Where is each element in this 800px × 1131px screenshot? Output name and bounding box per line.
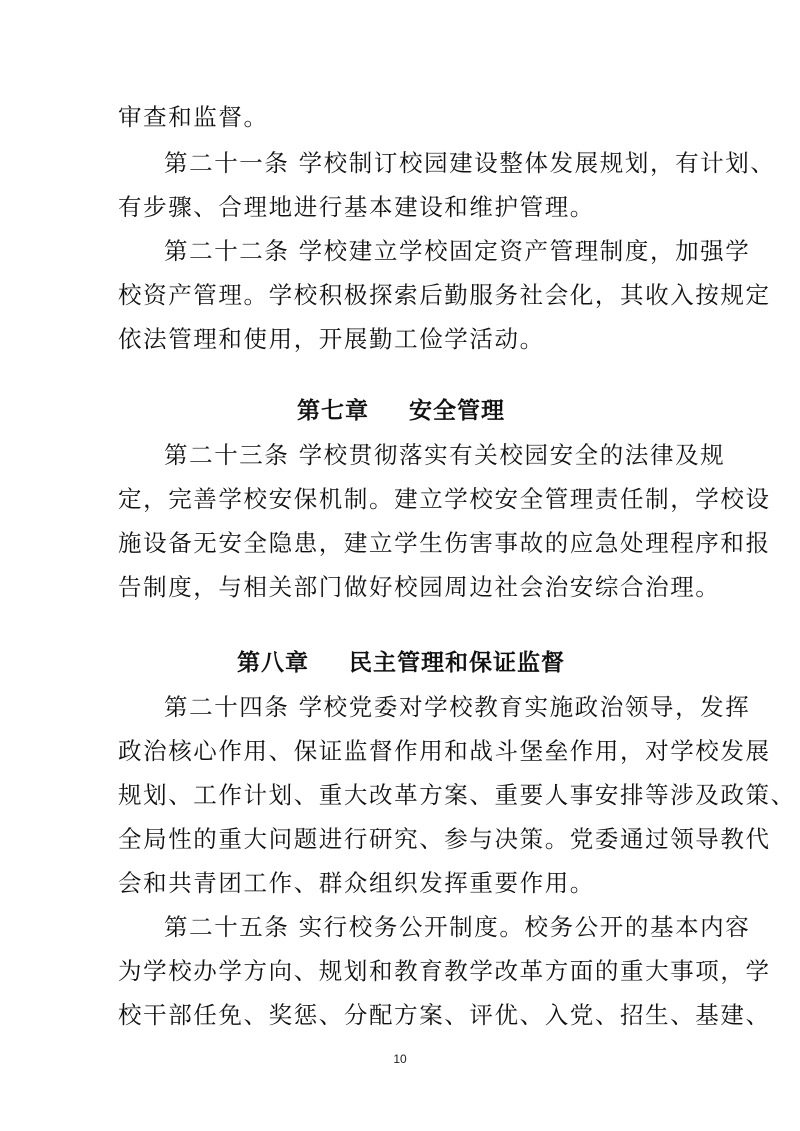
article-22-line: 第二十二条 学校建立学校固定资产管理制度，加强学 [164,237,751,265]
article-25-line: 校干部任免、奖惩、分配方案、评优、入党、招生、基建、 [118,1001,771,1029]
chapter-8-title: 民主管理和保证监督 [349,650,565,676]
chapter-8-heading [118,648,684,678]
paragraph-line: 审查和监督。 [118,103,269,131]
article-24-line: 政治核心作用、保证监督作用和战斗堡垒作用，对学校发展 [118,737,771,765]
article-24-line: 规划、工作计划、重大改革方案、重要人事安排等涉及政策、 [118,781,796,809]
article-23-line: 定，完善学校安保机制。建立学校安全管理责任制，学校设 [118,485,771,513]
chapter-8-number: 第八章 [237,650,309,676]
page-number: 10 [393,1052,407,1066]
article-25-line: 为学校办学方向、规划和教育教学改革方面的重大事项，学 [118,957,771,985]
article-24-line: 会和共青团工作、群众组织发挥重要作用。 [118,869,595,897]
article-25-line: 第二十五条 实行校务公开制度。校务公开的基本内容 [164,913,751,941]
article-24-line: 全局性的重大问题进行研究、参与决策。党委通过领导教代 [118,825,771,853]
article-23-line: 告制度，与相关部门做好校园周边社会治安综合治理。 [118,573,721,601]
article-23-line: 施设备无安全隐患，建立学生伤害事故的应急处理程序和报 [118,529,771,557]
article-22-line: 校资产管理。学校积极探索后勤服务社会化，其收入按规定 [118,281,771,309]
article-21-line: 有步骤、合理地进行基本建设和维护管理。 [118,193,595,221]
article-23-line: 第二十三条 学校贯彻落实有关校园安全的法律及规 [164,441,726,469]
chapter-7-title: 安全管理 [409,398,505,424]
article-21-line: 第二十一条 学校制订校园建设整体发展规划，有计划、 [164,149,776,177]
chapter-7-number: 第七章 [297,398,369,424]
article-24-line: 第二十四条 学校党委对学校教育实施政治领导，发挥 [164,693,751,721]
article-22-line: 依法管理和使用，开展勤工俭学活动。 [118,325,545,353]
chapter-7-heading [118,396,684,426]
